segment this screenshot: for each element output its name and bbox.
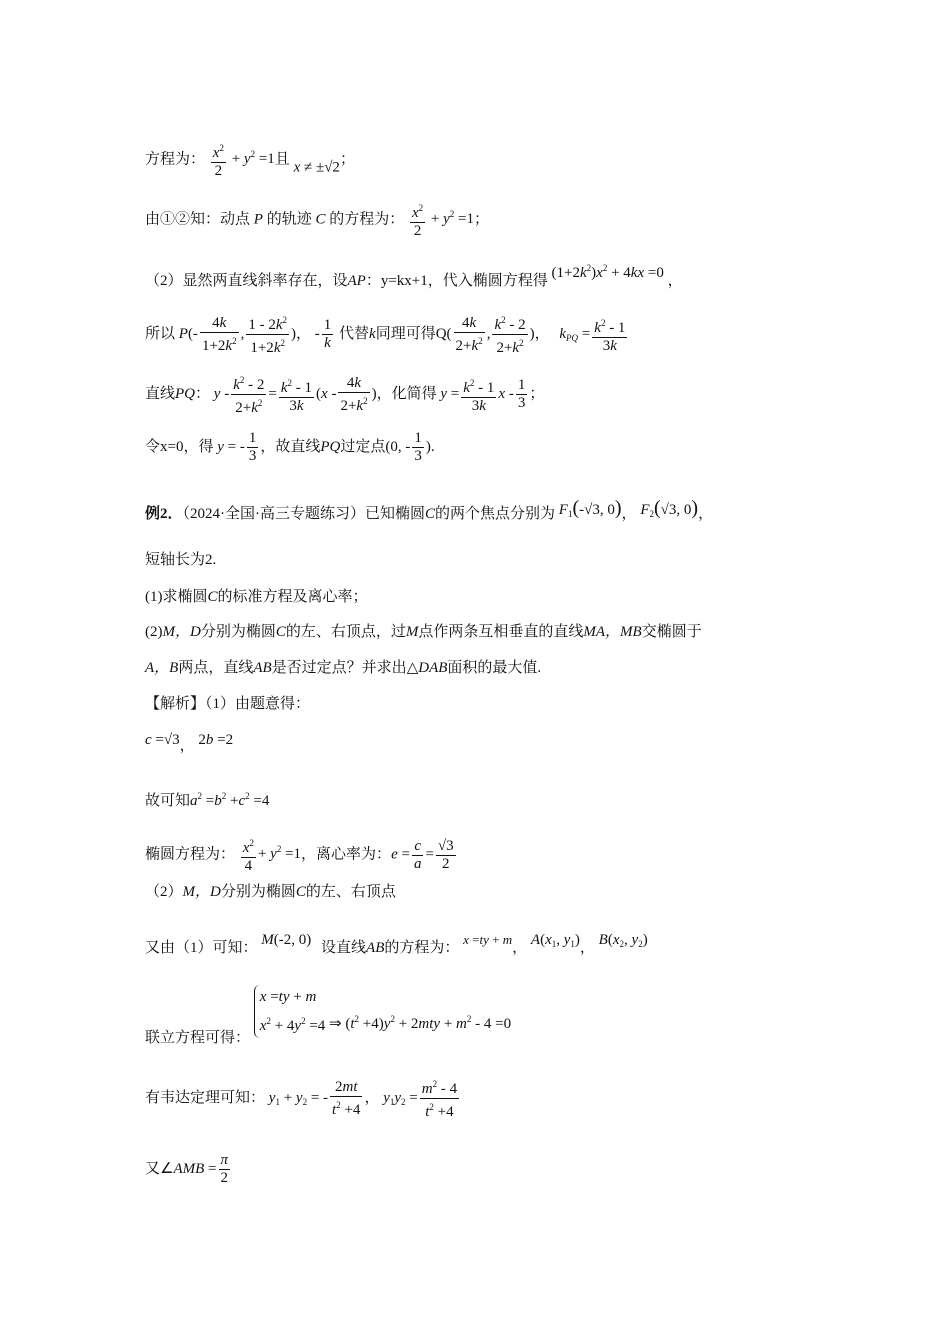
- l2-tail: 的方程为：: [329, 211, 405, 228]
- sol2: （2）: [145, 884, 183, 900]
- sol-ab: AB: [366, 940, 385, 956]
- q2-b: 的左、右顶点，过: [285, 624, 406, 640]
- question-1: [145, 587, 368, 607]
- ex-label: 例2．: [145, 506, 183, 522]
- sol-ellipse-label: 椭圆方程为：: [145, 846, 236, 863]
- l6-pq: PQ: [320, 438, 341, 455]
- sol-angle-label: 又: [145, 1160, 161, 1177]
- q1-tail: 的标准方程及离心率；: [217, 589, 368, 605]
- line-6: 令x=0，得 y = - $\frac{1}{3}$ ，故直线PQ过定点(0, - $\frac{1}{3}$ ).: [145, 430, 435, 464]
- sol-vieta-label: 有韦达定理可知：: [145, 1089, 266, 1106]
- frac-x2-2: $\frac{x^2}{2}$: [211, 140, 226, 180]
- l4-k: k: [369, 325, 376, 342]
- l5-label: 直线: [145, 385, 176, 402]
- sol-also: 又由（1）可知： M(-2, 0) 设直线AB的方程为： x =ty + m， $A(x_1$, $y_1$)， $B(x_2$, $y_2$): [145, 932, 648, 956]
- l2-label: 由①②知：动点: [145, 211, 251, 228]
- frac-x2-2b: $\frac{x^2}{2}$: [410, 200, 425, 240]
- sol-ecc: ，离心率为：: [301, 846, 392, 863]
- question-2b: A，B两点，直线AB是否过定点？并求出△DAB面积的最大值.: [145, 660, 542, 676]
- q3-a: 两点，直线: [178, 660, 254, 676]
- solution-label: 【解析】（1）由题意得：: [145, 696, 311, 712]
- equation-system: x =ty + m $x^2 + 4y^2 =4$: [254, 985, 326, 1038]
- l5-mid: ，化简得: [376, 385, 437, 402]
- l1-label: 方程为：: [145, 151, 206, 168]
- q1-c: C: [207, 589, 218, 605]
- sol-set: 设直线: [321, 940, 367, 956]
- l2-mid: 的轨迹: [266, 211, 312, 228]
- l4-mid: 代替: [339, 325, 370, 342]
- l6-label: 令: [145, 438, 161, 455]
- l4-tail: 同理可得: [375, 325, 436, 342]
- sol-join-label: 联立方程可得：: [145, 1030, 251, 1046]
- l6-x0: x=0，得: [160, 438, 214, 455]
- sol-vieta: 有韦达定理可知： $y_1 + y_2$ = - $\frac{2mt}{t^2 +4}$ ， $y_1y_2$ = $\frac{m^2 - 4}{t^2 +4}$: [145, 1076, 461, 1121]
- l3-eq: ：y=kx+1，代入椭圆方程得: [365, 273, 548, 289]
- q3-c: 面积的最大值.: [447, 660, 542, 676]
- sol2-c: C: [295, 884, 306, 900]
- sol-also-label: 又由（1）可知：: [145, 940, 258, 956]
- line-1: 方程为： $\frac{x^2}{2}$ + $y^2 =1$且 x ≠ ±√2；: [145, 140, 355, 180]
- sol-angle: 又∠AMB = $\frac{\pi}{2}$: [145, 1152, 229, 1186]
- l6-mid: ，故直线: [260, 438, 321, 455]
- q2-m: M: [405, 624, 419, 640]
- ex-line-2: 短轴长为2.: [145, 552, 217, 568]
- q3-ab: A，B: [145, 660, 179, 676]
- sol-know-label: 故可知: [145, 793, 191, 809]
- l6-tail: 过定点: [340, 438, 386, 455]
- q2-c: C: [275, 624, 286, 640]
- ex-c: C: [425, 506, 436, 522]
- q2: (2): [145, 624, 163, 640]
- line-3: （2）显然两直线斜率存在，设AP：y=kx+1，代入椭圆方程得 $(1+2k^2)x^2 + 4kx =0$ ，: [145, 263, 683, 289]
- q3-ab2: AB: [253, 660, 272, 676]
- sol-set2: 的方程为：: [384, 940, 460, 956]
- l2-p: P: [253, 211, 263, 228]
- ex-text: （2024·全国·高三专题练习）已知椭圆: [182, 506, 426, 522]
- example-2: 例2．（2024·全国·高三专题练习）已知椭圆C的两个焦点分别为 $F_1(-√3$, 0)， $F_2(√3$, 0)，: [145, 497, 714, 522]
- l3-text: （2）显然两直线斜率存在，设: [145, 273, 348, 289]
- sol-know: 故可知$a^2 =b^2 +c^2 =4$: [145, 791, 270, 809]
- sol-ellipse: 椭圆方程为： $\frac{x^2}{4}$ + $y^2 =1$，离心率为：e = $\frac{c}{a}$ = $\frac{√3}{2}$: [145, 835, 458, 875]
- q2-d: 点作两条互相垂直的直线: [418, 624, 584, 640]
- sol-2: [145, 882, 396, 902]
- l2-c: C: [315, 211, 326, 228]
- q2-e: 交椭圆于: [641, 624, 702, 640]
- l3-ap: AP: [347, 273, 366, 289]
- q3-b: 是否过定点？并求出: [271, 660, 407, 676]
- q2-mamb: MA，MB: [583, 624, 642, 640]
- sol2-md: M，D: [182, 884, 221, 900]
- l1-tail: 且: [274, 151, 290, 168]
- ex-tail: 的两个焦点分别为: [435, 506, 556, 522]
- l5-pq: PQ: [175, 385, 196, 402]
- sol-c-eq: c =√3， 2b =2: [145, 732, 234, 754]
- sol-join: 联立方程可得： x =ty + m $x^2 + 4y^2 =4$ ⇒ $(t^2 +4)y^2 + 2mty + m^2 - 4 =0$: [145, 985, 511, 1048]
- q1: (1)求椭圆: [145, 589, 208, 605]
- line-2: 由①②知：动点 P 的轨迹 C 的方程为： $\frac{x^2}{2}$ + $y^2 =1$；: [145, 200, 489, 240]
- question-2: [145, 622, 702, 642]
- line-4: 所以 P(- $\frac{4k}{1+2k^2}$ , $\frac{1 - 2k^2}{1+2k^2}$ )， - $\frac{1}{k}$ 代替k同理可得Q( $\frac{4k}{2+k^2}$ , $\frac{k^2 - 2}{2+k^2}$ )， $k_{PQ}$ = $\frac{k^2 - 1}{3k}$: [145, 312, 629, 357]
- sol2-b: 的左、右顶点: [305, 884, 396, 900]
- line-5: 直线PQ： y - $\frac{k^2 - 2}{2+k^2}$ = $\frac{k^2 - 1}{3k}$ (x - $\frac{4k}{2+k^2}$ )，化简得 y = $\frac{k^2 - 1}{3k}$ x - $\frac{1}{3}$ ；: [145, 372, 544, 417]
- q2-md: M，D: [162, 624, 201, 640]
- l4-label: 所以: [145, 325, 176, 342]
- q2-a: 分别为椭圆: [200, 624, 276, 640]
- sol2-a: 分别为椭圆: [220, 884, 296, 900]
